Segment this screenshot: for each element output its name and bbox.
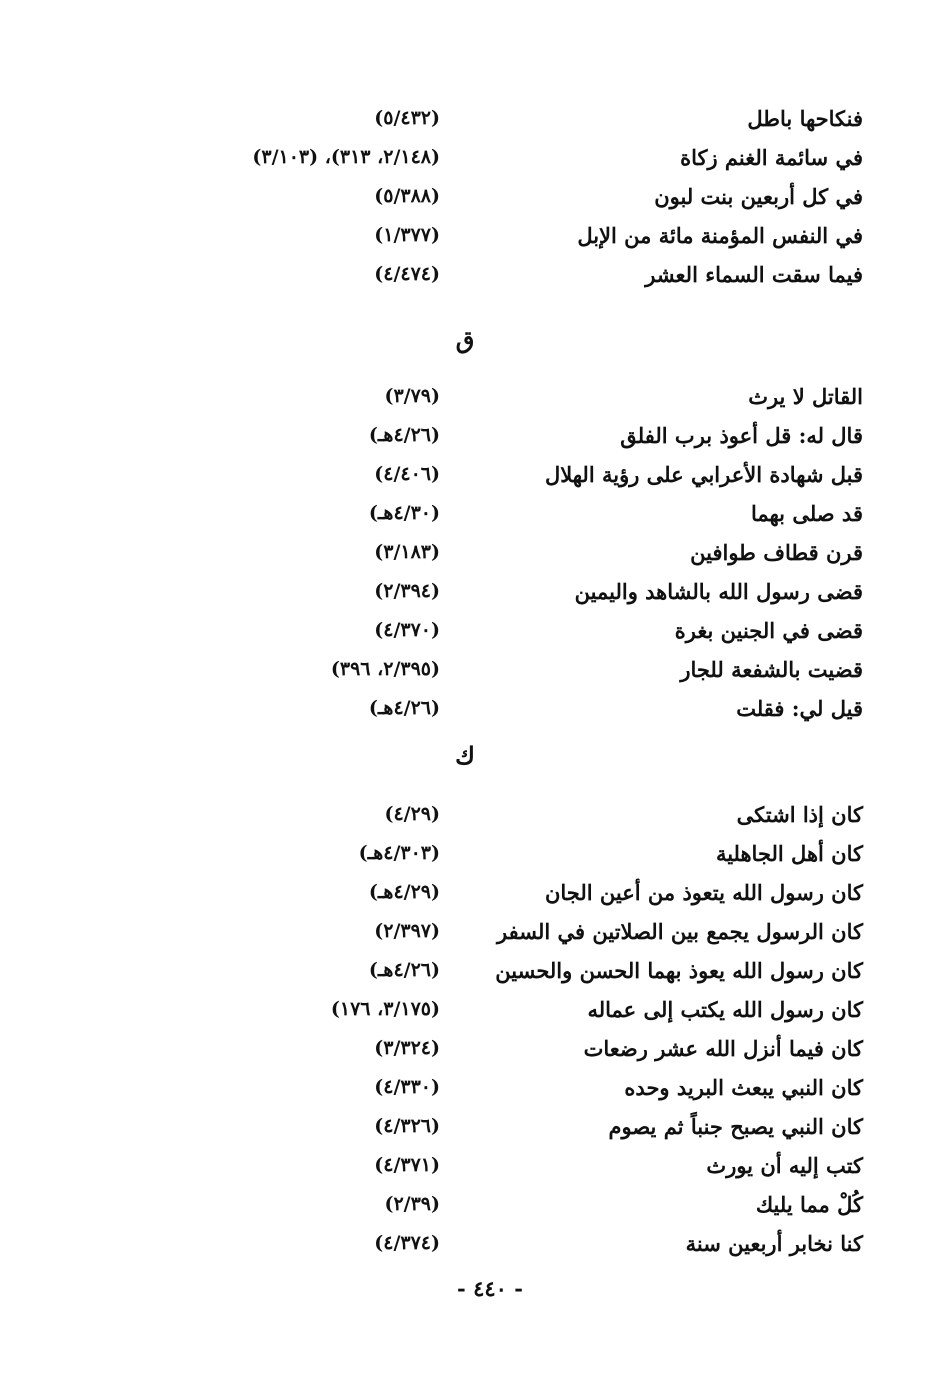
index-entry (0, 377, 941, 416)
entry-reference: (٤/٣٠هـ) (368, 502, 440, 524)
index-entry (0, 572, 941, 611)
entry-phrase: قد صلى بهما (750, 501, 863, 526)
entry-reference: (٤/٢٦هـ) (368, 959, 440, 981)
entry-phrase: قضى في الجنين بغرة (674, 618, 863, 643)
section-qaf-entries (0, 377, 941, 728)
entry-phrase: القاتل لا يرث (748, 384, 863, 409)
entry-reference: (٢/٣٩٤) (374, 580, 440, 602)
page-number: - ٤٤٠ - (457, 1276, 523, 1301)
entry-phrase: كان فيما أنزل الله عشر رضعات (583, 1036, 863, 1061)
entry-phrase: كان رسول الله يعوذ بهما الحسن والحسين (495, 958, 863, 983)
section-letter-kaf: ك (455, 741, 475, 770)
entry-phrase: قيل لي: فقلت (736, 696, 863, 721)
entry-reference: (٣/٣٢٤) (374, 1037, 440, 1059)
entry-phrase: قضى رسول الله بالشاهد واليمين (574, 579, 863, 604)
entry-phrase: كان الرسول يجمع بين الصلاتين في السفر (497, 919, 863, 944)
entry-reference: (٤/٣٧٤) (374, 1232, 440, 1254)
index-entry (0, 1185, 941, 1224)
index-entry (0, 689, 941, 728)
entry-phrase: كنا نخابر أربعين سنة (685, 1231, 863, 1256)
section-kaf-entries (0, 795, 941, 1263)
index-entry (0, 912, 941, 951)
entry-reference: (٤/٢٦هـ) (368, 424, 440, 446)
entry-reference: (٣/٧٩) (384, 385, 440, 407)
entry-phrase: كان إذا اشتكى (736, 802, 863, 827)
entry-phrase: في سائمة الغنم زكاة (680, 145, 863, 170)
entry-phrase: قرن قطاف طوافين (690, 540, 863, 565)
index-entry (0, 416, 941, 455)
index-entry (0, 1224, 941, 1263)
entry-reference: (٤/٣٧١) (374, 1154, 440, 1176)
index-entry (0, 1107, 941, 1146)
entry-reference: (٢/٣٩٧) (374, 920, 440, 942)
entry-phrase: في كل أربعين بنت لبون (654, 184, 863, 209)
entry-reference: (٤/٢٩) (384, 803, 440, 825)
index-entry (0, 216, 941, 255)
index-entry (0, 1068, 941, 1107)
index-entry (0, 1146, 941, 1185)
index-entry (0, 1029, 941, 1068)
entry-reference: (٥/٤٣٢) (374, 107, 440, 129)
entry-phrase: كُلْ مما يليك (755, 1192, 863, 1217)
entry-reference: (٤/٢٦هـ) (368, 697, 440, 719)
entry-reference: (٢/١٤٨، ٣١٣)، (٣/١٠٣) (252, 146, 440, 168)
index-entry (0, 834, 941, 873)
index-entry (0, 138, 941, 177)
entry-phrase: كان رسول الله يتعوذ من أعين الجان (544, 880, 863, 905)
entry-reference: (٢/٣٩٥، ٣٩٦) (330, 658, 440, 680)
entry-phrase: في النفس المؤمنة مائة من الإبل (577, 223, 863, 248)
entry-phrase: فنكاحها باطل (747, 106, 863, 131)
entry-reference: (٤/٣٣٠) (374, 1076, 440, 1098)
entry-reference: (٣/١٨٣) (374, 541, 440, 563)
index-entry (0, 951, 941, 990)
entry-reference: (٢/٣٩) (384, 1193, 440, 1215)
entry-reference: (٤/٤٠٦) (374, 463, 440, 485)
section-fa-entries (0, 99, 941, 294)
index-entry (0, 873, 941, 912)
entry-phrase: قال له: قل أعوذ برب الفلق (620, 423, 863, 448)
index-entry (0, 255, 941, 294)
entry-phrase: كان أهل الجاهلية (715, 841, 863, 866)
entry-reference: (٥/٣٨٨) (374, 185, 440, 207)
entry-phrase: كان رسول الله يكتب إلى عماله (587, 997, 863, 1022)
entry-reference: (٤/٣٢٦) (374, 1115, 440, 1137)
entry-phrase: فيما سقت السماء العشر (645, 262, 863, 287)
entry-phrase: قبل شهادة الأعرابي على رؤية الهلال (544, 462, 863, 487)
entry-reference: (٣/١٧٥، ١٧٦) (330, 998, 440, 1020)
entry-reference: (٤/٢٩هـ) (368, 881, 440, 903)
index-entry (0, 99, 941, 138)
index-entry (0, 455, 941, 494)
index-entry (0, 533, 941, 572)
entry-reference: (٤/٣٧٠) (374, 619, 440, 641)
entry-reference: (٤/٤٧٤) (374, 263, 440, 285)
index-entry (0, 177, 941, 216)
entry-reference: (٤/٣٠٣هـ) (358, 842, 440, 864)
entry-reference: (١/٣٧٧) (374, 224, 440, 246)
index-entry (0, 494, 941, 533)
entry-phrase: كان النبي يبعث البريد وحده (624, 1075, 863, 1100)
entry-phrase: كان النبي يصبح جنباً ثم يصوم (608, 1114, 863, 1139)
index-entry (0, 990, 941, 1029)
entry-phrase: قضيت بالشفعة للجار (680, 657, 863, 682)
entry-phrase: كتب إليه أن يورث (706, 1153, 863, 1178)
index-entry (0, 795, 941, 834)
index-entry (0, 611, 941, 650)
section-letter-qaf: ق (455, 325, 475, 354)
index-entry (0, 650, 941, 689)
